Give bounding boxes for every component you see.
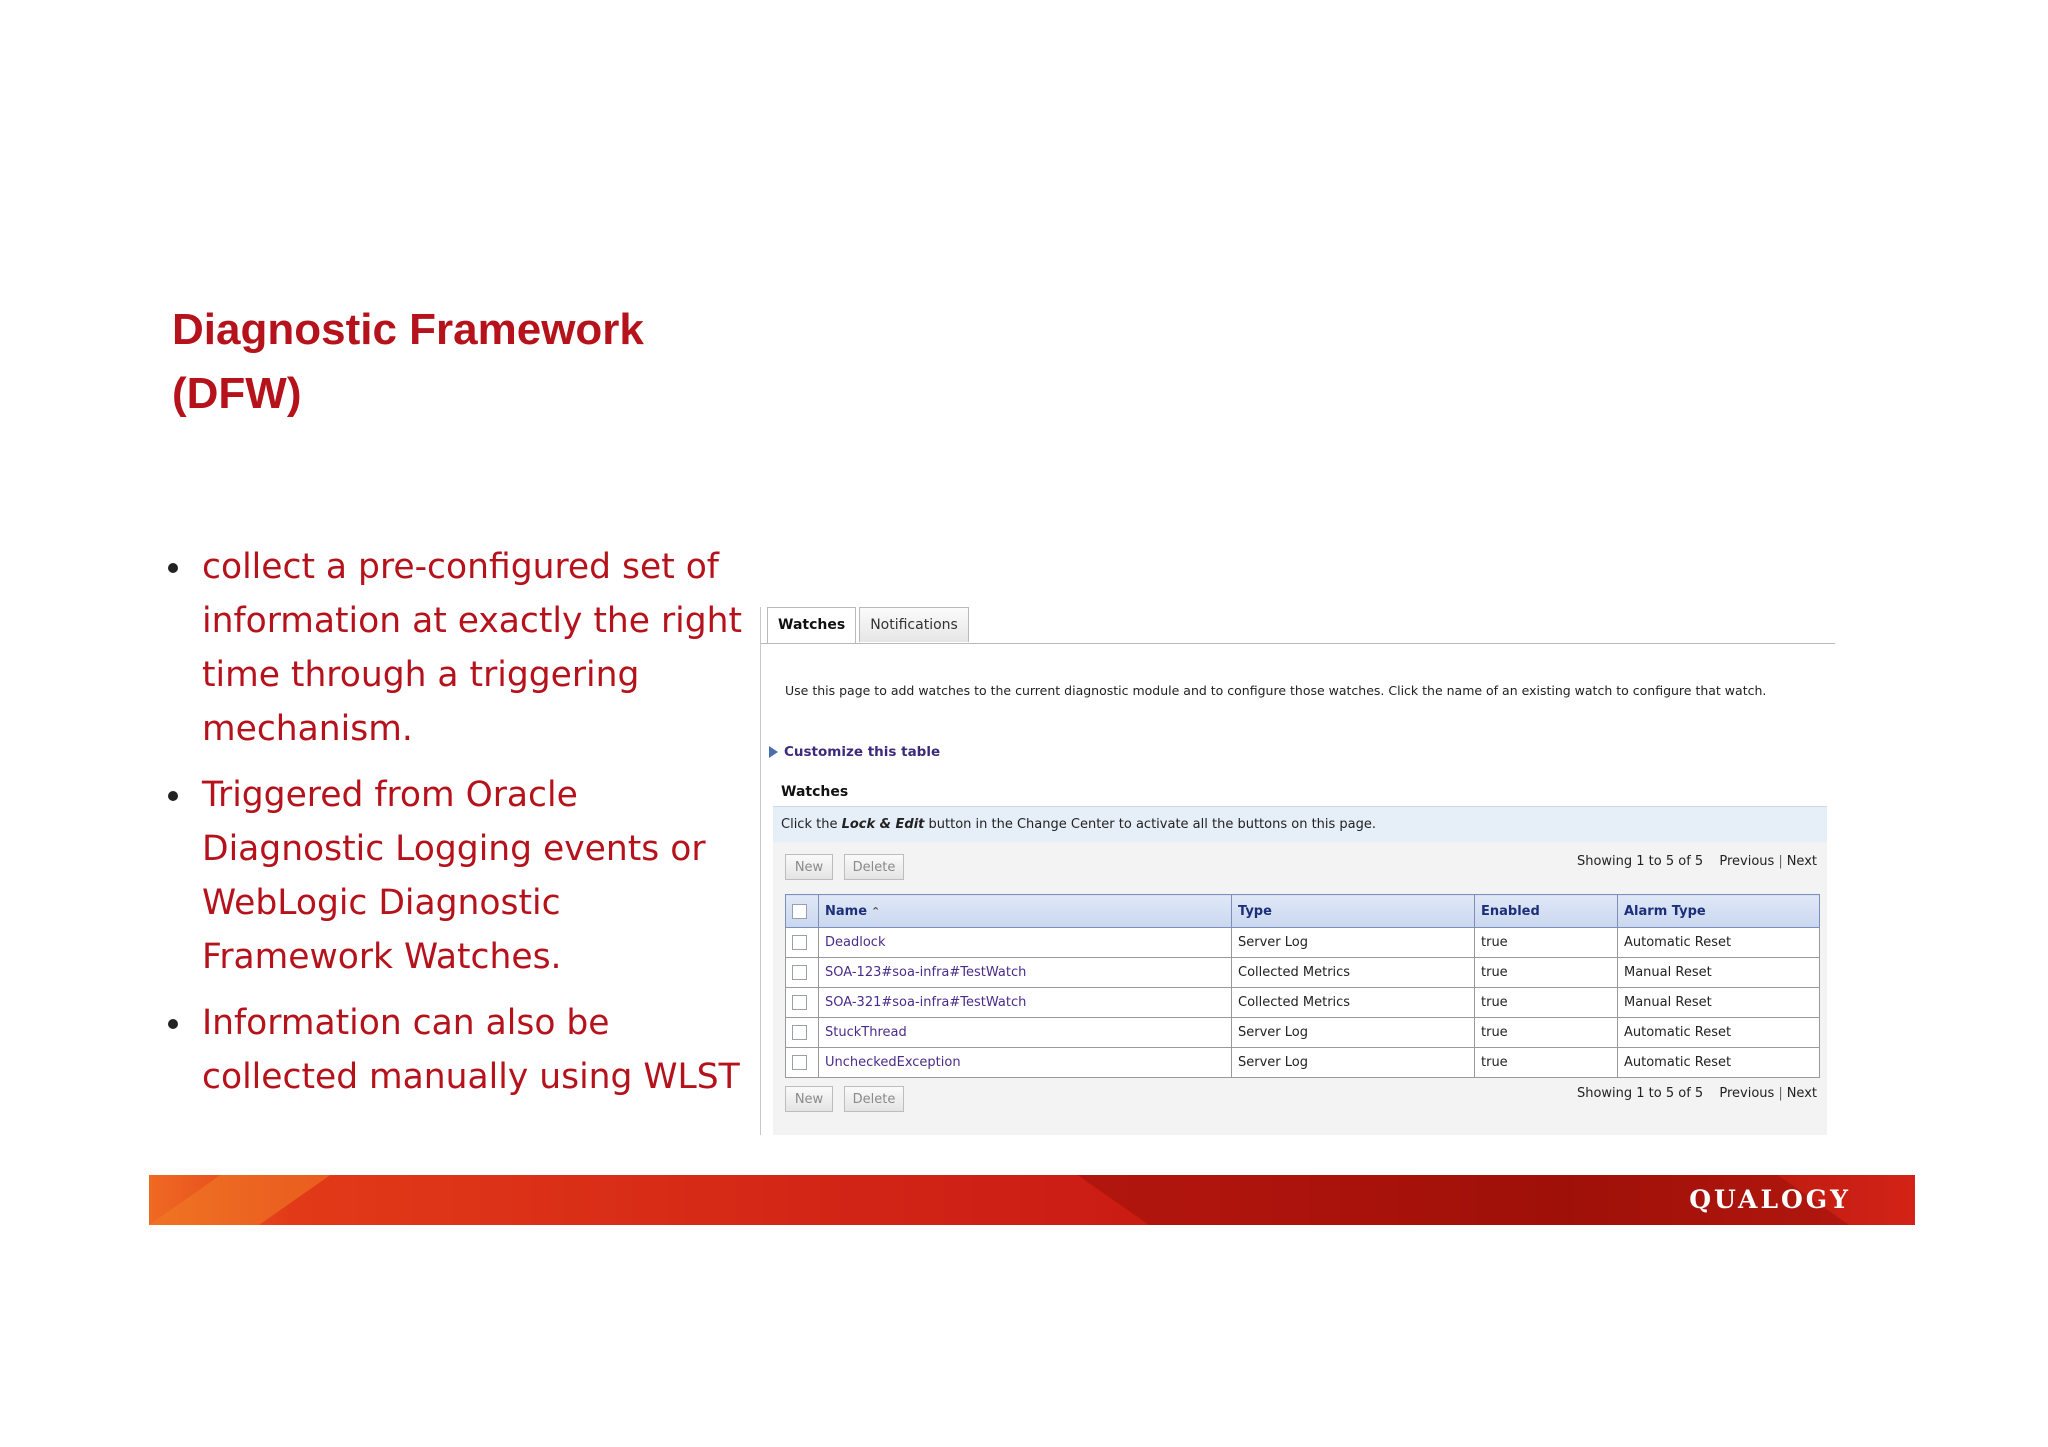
pager-separator: | [1778, 1086, 1783, 1101]
watch-alarm-type: Manual Reset [1618, 988, 1820, 1018]
watch-type: Server Log [1232, 1048, 1475, 1078]
table-row [786, 958, 1820, 988]
pager-status: Showing 1 to 5 of 5 [1576, 1086, 1704, 1101]
bullet-item [166, 540, 746, 756]
brand-logo: QUALOGY [1689, 1185, 1851, 1214]
row-select-cell [786, 1018, 819, 1048]
watch-enabled: true [1475, 988, 1618, 1018]
lock-edit-label: Lock & Edit [841, 817, 925, 832]
row-checkbox[interactable] [792, 1055, 807, 1070]
watch-alarm-type: Automatic Reset [1618, 928, 1820, 958]
column-header-enabled[interactable]: Enabled [1475, 895, 1618, 928]
bottom-pager [1577, 1086, 1817, 1101]
bullet-list [166, 540, 746, 1116]
row-select-cell [786, 928, 819, 958]
pager-status: Showing 1 to 5 of 5 [1576, 854, 1704, 869]
bullet-line: Diagnostic Logging events or [202, 829, 706, 869]
row-checkbox[interactable] [792, 935, 807, 950]
column-header-alarm-type[interactable]: Alarm Type [1618, 895, 1820, 928]
customize-table-link[interactable] [769, 744, 940, 760]
watch-name-link[interactable]: SOA-321#soa-infra#TestWatch [819, 988, 1232, 1018]
delete-button[interactable]: Delete [844, 1086, 904, 1112]
watch-alarm-type: Automatic Reset [1618, 1048, 1820, 1078]
footer-banner [149, 1175, 1915, 1225]
lock-edit-notice [773, 806, 1827, 842]
bullet-line: Triggered from Oracle [202, 775, 578, 815]
watch-name-link[interactable]: StuckThread [819, 1018, 1232, 1048]
slide-title [172, 298, 872, 426]
row-checkbox[interactable] [792, 965, 807, 980]
watches-table-area [773, 842, 1827, 1135]
row-select-cell [786, 958, 819, 988]
slide-title-line-2: (DFW) [172, 369, 302, 418]
watch-enabled: true [1475, 1048, 1618, 1078]
watch-type: Collected Metrics [1232, 988, 1475, 1018]
previous-link[interactable]: Previous [1719, 1086, 1775, 1101]
watches-table [785, 894, 1820, 1078]
table-row [786, 1048, 1820, 1078]
row-checkbox[interactable] [792, 1025, 807, 1040]
watch-name-link[interactable]: SOA-123#soa-infra#TestWatch [819, 958, 1232, 988]
row-select-cell [786, 988, 819, 1018]
pager-separator: | [1778, 854, 1783, 869]
column-header-name[interactable] [819, 895, 1232, 928]
bullet-item [166, 996, 746, 1104]
watch-type: Server Log [1232, 928, 1475, 958]
watch-enabled: true [1475, 928, 1618, 958]
lock-suffix: button in the Change Center to activate all the buttons on this page. [924, 817, 1377, 832]
bottom-button-row [785, 1086, 915, 1112]
table-header-row [786, 895, 1820, 928]
watch-enabled: true [1475, 1018, 1618, 1048]
table-row [786, 988, 1820, 1018]
delete-button[interactable]: Delete [844, 854, 904, 880]
expand-arrow-icon [769, 746, 778, 758]
table-row [786, 1018, 1820, 1048]
sort-ascending-icon[interactable]: ⌃ [871, 904, 881, 918]
watch-type: Server Log [1232, 1018, 1475, 1048]
banner-stripe [149, 1175, 330, 1225]
watch-alarm-type: Manual Reset [1618, 958, 1820, 988]
row-select-cell [786, 1048, 819, 1078]
tab-watches[interactable]: Watches [767, 607, 856, 643]
new-button[interactable]: New [785, 1086, 833, 1112]
watch-enabled: true [1475, 958, 1618, 988]
tab-notifications[interactable]: Notifications [859, 607, 969, 642]
bullet-line: time through a triggering [202, 655, 640, 695]
slide-title-line-1: Diagnostic Framework [172, 305, 644, 354]
bullet-line: Information can also be [202, 1003, 610, 1043]
watch-alarm-type: Automatic Reset [1618, 1018, 1820, 1048]
lock-prefix: Click the [781, 817, 842, 832]
watch-type: Collected Metrics [1232, 958, 1475, 988]
tab-bar [767, 607, 972, 643]
bullet-line: information at exactly the right [202, 601, 743, 641]
top-button-row [785, 854, 915, 880]
bullet-line: WebLogic Diagnostic [202, 883, 561, 923]
intro-text: Use this page to add watches to the current diagnostic module and to configure those watches. Click the name of an existing watch to configure that watch. [785, 683, 1767, 698]
tab-divider [761, 643, 1835, 644]
select-all-checkbox[interactable] [792, 904, 807, 919]
column-header-label: Name [825, 903, 868, 919]
next-link[interactable]: Next [1786, 1086, 1817, 1101]
section-title: Watches [781, 784, 849, 800]
new-button[interactable]: New [785, 854, 833, 880]
top-pager [1577, 854, 1817, 869]
console-screenshot [760, 607, 1835, 1135]
watch-name-link[interactable]: Deadlock [819, 928, 1232, 958]
bullet-line: Framework Watches. [202, 937, 562, 977]
bullet-line: collected manually using WLST [202, 1057, 740, 1097]
customize-label: Customize this table [784, 744, 941, 760]
column-header-type[interactable]: Type [1232, 895, 1475, 928]
watch-name-link[interactable]: UncheckedException [819, 1048, 1232, 1078]
select-all-header [786, 895, 819, 928]
bullet-line: collect a pre-configured set of [202, 547, 719, 587]
bullet-line: mechanism. [202, 709, 413, 749]
table-row [786, 928, 1820, 958]
next-link[interactable]: Next [1786, 854, 1817, 869]
previous-link[interactable]: Previous [1719, 854, 1775, 869]
row-checkbox[interactable] [792, 995, 807, 1010]
bullet-item [166, 768, 746, 984]
